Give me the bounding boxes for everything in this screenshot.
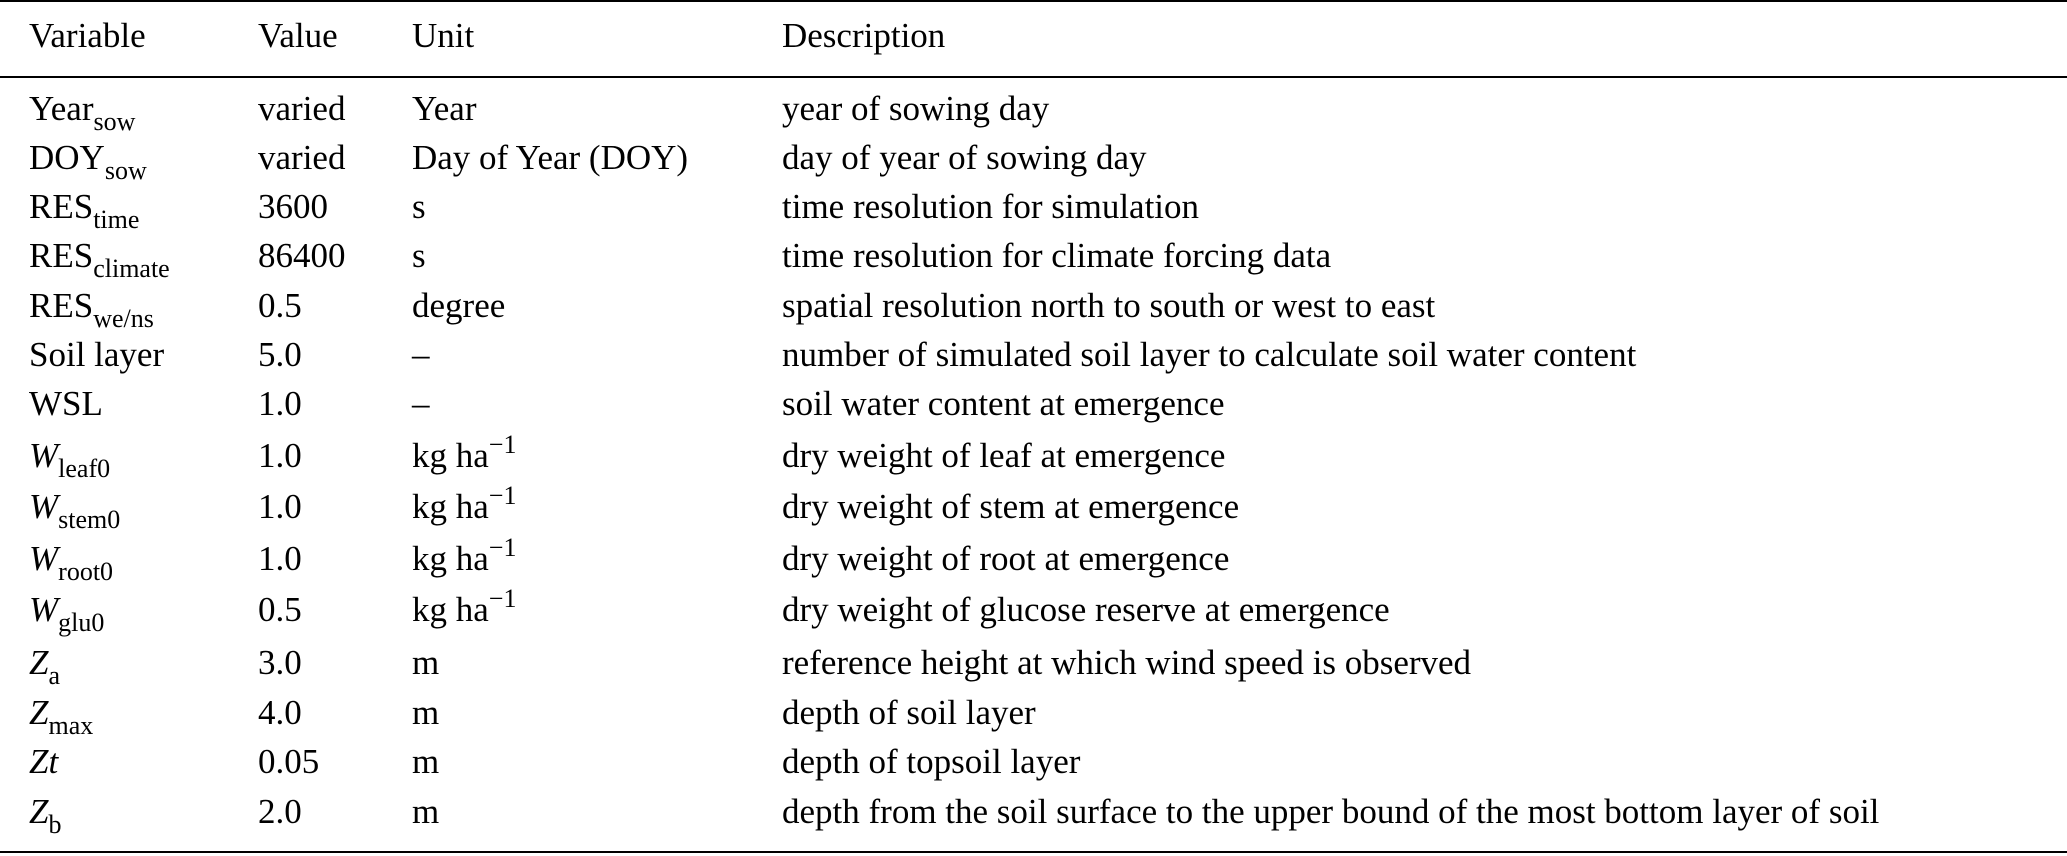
table-row-variable bbox=[29, 693, 94, 740]
variable-symbol: Z bbox=[29, 643, 49, 682]
variable-subscript: b bbox=[48, 810, 62, 839]
variable-subscript: glu0 bbox=[58, 608, 105, 637]
table-header-rule bbox=[0, 76, 2067, 78]
unit-superscript: −1 bbox=[488, 481, 517, 510]
variable-symbol: Z bbox=[29, 693, 49, 732]
unit-superscript: −1 bbox=[488, 430, 517, 459]
table-row-unit bbox=[412, 792, 439, 832]
header-unit: Unit bbox=[412, 16, 475, 55]
table-row-description: dry weight of stem at emergence bbox=[782, 487, 1240, 526]
variable-subscript: root0 bbox=[58, 557, 114, 586]
unit-superscript: −1 bbox=[488, 533, 517, 562]
table-row-description: number of simulated soil layer to calculate soil water content bbox=[782, 335, 1637, 374]
unit-text: kg ha bbox=[412, 487, 489, 526]
table-row-description: time resolution for simulation bbox=[782, 187, 1200, 226]
table-row-variable bbox=[29, 487, 121, 534]
table-top-rule bbox=[0, 0, 2067, 2]
variable-symbol: W bbox=[29, 539, 59, 578]
table-row-variable bbox=[29, 335, 164, 375]
table-row-value: 0.5 bbox=[258, 590, 302, 629]
table-row-description: year of sowing day bbox=[782, 89, 1050, 128]
unit-text: m bbox=[412, 742, 440, 781]
variable-symbol: W bbox=[29, 436, 59, 475]
unit-text: – bbox=[412, 384, 430, 423]
table-row-variable bbox=[29, 286, 154, 333]
table-row-unit bbox=[412, 533, 517, 582]
table-row-variable bbox=[29, 236, 170, 283]
unit-text: kg ha bbox=[412, 539, 489, 578]
table-row-value: 3600 bbox=[258, 187, 328, 226]
table-row-unit bbox=[412, 236, 426, 276]
table-row-unit bbox=[412, 742, 439, 782]
variable-subscript: stem0 bbox=[58, 505, 121, 534]
unit-text: Year bbox=[412, 89, 477, 128]
table-row-unit bbox=[412, 693, 439, 733]
variable-subscript: leaf0 bbox=[58, 454, 111, 483]
variable-symbol: Soil layer bbox=[29, 335, 165, 374]
table-row-value: 86400 bbox=[258, 236, 346, 275]
table-row-unit bbox=[412, 643, 439, 683]
table-row-unit bbox=[412, 384, 430, 424]
table-row-unit bbox=[412, 584, 517, 633]
table-row-value: 1.0 bbox=[258, 487, 302, 526]
table-row-value: 0.05 bbox=[258, 742, 320, 781]
table-row-value: 1.0 bbox=[258, 539, 302, 578]
table-row-description: day of year of sowing day bbox=[782, 138, 1147, 177]
variable-subscript: time bbox=[93, 205, 140, 234]
table-row-unit bbox=[412, 481, 517, 530]
table-row-variable bbox=[29, 89, 136, 136]
variable-subscript: sow bbox=[93, 107, 136, 136]
table-row-value: 4.0 bbox=[258, 693, 302, 732]
unit-superscript: −1 bbox=[488, 584, 517, 613]
table-row-description: dry weight of glucose reserve at emergence bbox=[782, 590, 1390, 629]
table-row-variable bbox=[29, 643, 61, 690]
table-row-variable bbox=[29, 384, 103, 424]
variable-symbol: WSL bbox=[29, 384, 103, 423]
variable-subscript: sow bbox=[104, 156, 147, 185]
variable-symbol: Zt bbox=[29, 742, 59, 781]
table-row-value: 3.0 bbox=[258, 643, 302, 682]
table-row-value: varied bbox=[258, 89, 346, 128]
variable-symbol: RES bbox=[29, 187, 94, 226]
unit-text: degree bbox=[412, 286, 506, 325]
table-row-description: time resolution for climate forcing data bbox=[782, 236, 1332, 275]
table-row-unit bbox=[412, 187, 426, 227]
table-row-variable bbox=[29, 742, 58, 782]
table-row-unit bbox=[412, 138, 688, 178]
variable-symbol: W bbox=[29, 590, 59, 629]
variable-symbol: DOY bbox=[29, 138, 105, 177]
unit-text: m bbox=[412, 693, 440, 732]
table-row-variable bbox=[29, 590, 105, 637]
variable-subscript: max bbox=[48, 711, 94, 740]
table-row-unit bbox=[412, 335, 430, 375]
header-value: Value bbox=[258, 16, 338, 55]
unit-text: – bbox=[412, 335, 430, 374]
variable-symbol: Z bbox=[29, 792, 49, 831]
table-row-variable bbox=[29, 187, 140, 234]
unit-text: Day of Year (DOY) bbox=[412, 138, 689, 177]
table-row-value: 1.0 bbox=[258, 384, 302, 423]
table-row-description: depth from the soil surface to the upper bound of the most bottom layer of soil bbox=[782, 792, 1880, 831]
header-variable: Variable bbox=[29, 16, 146, 55]
table-row-unit bbox=[412, 286, 505, 326]
table-row-value: 2.0 bbox=[258, 792, 302, 831]
table-row-value: 1.0 bbox=[258, 436, 302, 475]
table-row-value: 5.0 bbox=[258, 335, 302, 374]
table-row-unit bbox=[412, 430, 517, 479]
table-row-unit bbox=[412, 89, 477, 129]
unit-text: m bbox=[412, 792, 440, 831]
table-row-description: soil water content at emergence bbox=[782, 384, 1225, 423]
variable-subscript: a bbox=[48, 661, 61, 690]
table-row-variable bbox=[29, 792, 62, 839]
table-row-description: reference height at which wind speed is observed bbox=[782, 643, 1472, 682]
unit-text: s bbox=[412, 236, 426, 275]
table-row-variable bbox=[29, 138, 147, 185]
variable-symbol: RES bbox=[29, 236, 94, 275]
header-description: Description bbox=[782, 16, 946, 55]
table-bottom-rule bbox=[0, 851, 2067, 853]
table-row-description: dry weight of leaf at emergence bbox=[782, 436, 1226, 475]
variable-subscript: we/ns bbox=[93, 304, 154, 333]
table-row-description: depth of soil layer bbox=[782, 693, 1036, 732]
table-row-variable bbox=[29, 436, 111, 483]
unit-text: s bbox=[412, 187, 426, 226]
variable-symbol: RES bbox=[29, 286, 94, 325]
table-row-value: varied bbox=[258, 138, 346, 177]
table-row-description: depth of topsoil layer bbox=[782, 742, 1081, 781]
variable-symbol: W bbox=[29, 487, 59, 526]
unit-text: kg ha bbox=[412, 590, 489, 629]
table-row-description: spatial resolution north to south or west to east bbox=[782, 286, 1436, 325]
variable-symbol: Year bbox=[29, 89, 94, 128]
variable-subscript: climate bbox=[93, 254, 170, 283]
unit-text: m bbox=[412, 643, 440, 682]
table-row-description: dry weight of root at emergence bbox=[782, 539, 1230, 578]
unit-text: kg ha bbox=[412, 436, 489, 475]
table-row-value: 0.5 bbox=[258, 286, 302, 325]
table-row-variable bbox=[29, 539, 114, 586]
